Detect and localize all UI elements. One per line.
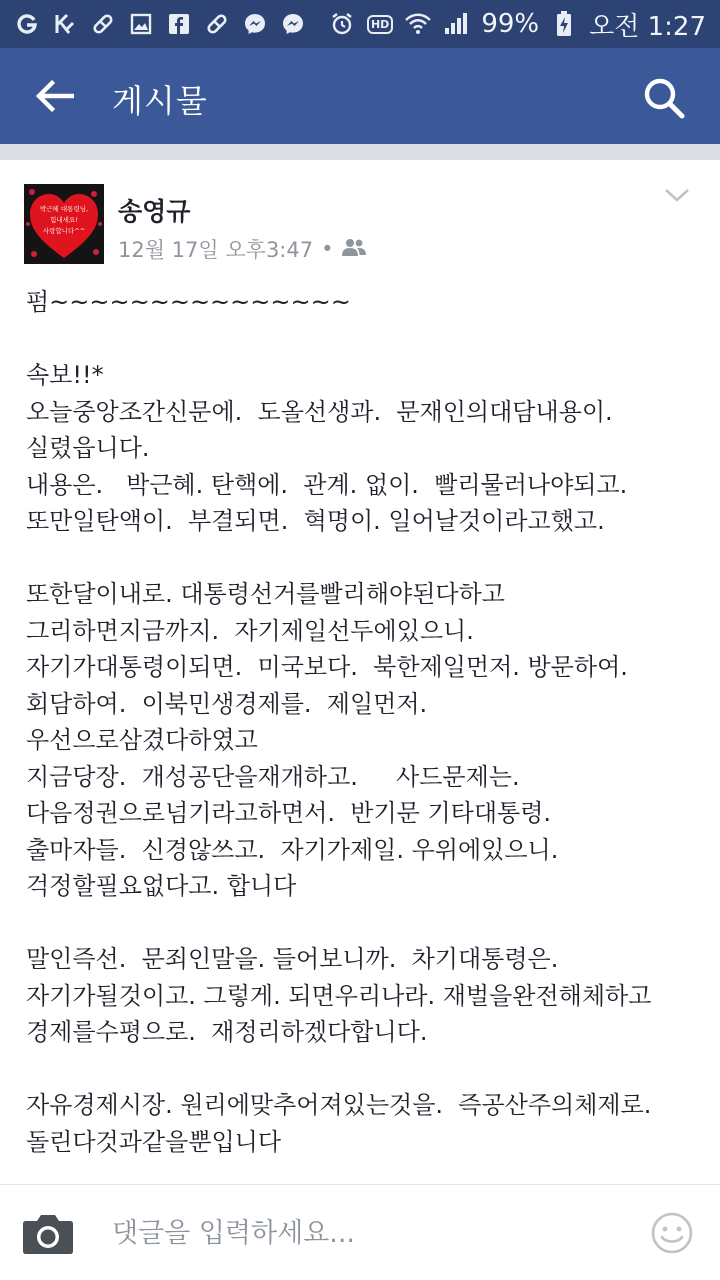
post-line: 걱정할필요없다고. 합니다 bbox=[26, 872, 297, 900]
post-line: 말인즉선. 문죄인말을. 들어보니까. 차기대통령은. bbox=[26, 945, 559, 973]
alarm-icon bbox=[329, 11, 355, 37]
avatar-text: 힘내세요! bbox=[50, 216, 78, 224]
image-icon bbox=[128, 11, 154, 37]
comment-input[interactable] bbox=[112, 1209, 612, 1257]
post-line: 내용은. 박근혜. 탄핵에. 관계. 없이. 빨리물러나야되고. bbox=[26, 470, 628, 499]
friends-icon[interactable] bbox=[342, 237, 366, 262]
author-name[interactable]: 송영규 bbox=[118, 197, 191, 226]
pill-icon bbox=[204, 11, 230, 37]
camera-icon bbox=[22, 1211, 74, 1255]
camera-button[interactable] bbox=[22, 1211, 74, 1255]
app-bar bbox=[0, 48, 720, 144]
post-line: 실렸읍니다. bbox=[26, 434, 150, 462]
page-title: 게시물 bbox=[112, 82, 208, 120]
back-arrow-icon bbox=[34, 80, 74, 112]
search-button[interactable] bbox=[638, 72, 690, 124]
meta-separator: • bbox=[321, 237, 334, 261]
post-options-button[interactable] bbox=[662, 184, 692, 208]
post-line: 돌린다것과같을뿐입니다 bbox=[26, 1127, 282, 1156]
status-bar bbox=[0, 0, 720, 48]
emoji-button[interactable] bbox=[650, 1211, 694, 1255]
post-line: 속보!!* bbox=[26, 361, 104, 389]
divider bbox=[0, 144, 720, 160]
wifi-icon bbox=[405, 11, 431, 37]
post-meta bbox=[118, 234, 366, 264]
post-line: 오늘중앙조간신문에. 도올선생과. 문재인의대담내용이. bbox=[26, 397, 613, 426]
k-icon bbox=[52, 11, 78, 37]
post-line: 우선으로삼겼다하였고 bbox=[26, 726, 258, 754]
post-line: 또만일탄액이. 부결되면. 혁명이. 일어날것이라고했고. bbox=[26, 507, 605, 535]
post-line: 회담하여. 이북민생경제를. 제일먼저. bbox=[26, 689, 428, 718]
search-icon bbox=[642, 76, 686, 120]
post-line: 출마자들. 신경않쓰고. 자기가제일. 우위에있으니. bbox=[26, 835, 559, 864]
pill-icon bbox=[90, 11, 116, 37]
clock: 오전 1:27 bbox=[589, 11, 706, 42]
post-line: 자기가될것이고. 그렇게. 되면우리나라. 재벌을완전해체하고 bbox=[26, 981, 652, 1010]
system-icons bbox=[329, 6, 706, 43]
battery-charging-icon bbox=[551, 11, 577, 37]
post-line: 또한달이내로. 대통령선거를빨리해야된다하고 bbox=[26, 580, 505, 608]
facebook-icon bbox=[166, 11, 192, 37]
post-line bbox=[26, 321, 706, 358]
comment-bar bbox=[0, 1184, 720, 1280]
post-line bbox=[26, 1051, 706, 1088]
battery-percent: 99% bbox=[481, 9, 540, 39]
post-line: 그리하면지금까지. 자기제일선두에있으니. bbox=[26, 616, 474, 645]
avatar-text: 사랑합니다^^ bbox=[42, 227, 86, 235]
post-timestamp[interactable]: 12월 17일 오후3:47 bbox=[118, 238, 314, 262]
signal-icon bbox=[443, 11, 469, 37]
back-button[interactable] bbox=[26, 72, 82, 120]
smiley-icon bbox=[650, 1211, 694, 1255]
post-line bbox=[26, 540, 706, 577]
avatar-text: 박근혜 대통령님, bbox=[39, 205, 89, 213]
messenger-icon bbox=[242, 11, 268, 37]
messenger-icon bbox=[280, 11, 306, 37]
post-line: 자기가대통령이되면. 미국보다. 북한제일먼저. 방문하여. bbox=[26, 653, 628, 681]
post-line: 자유경제시장. 원리에맞추어져있는것을. 즉공산주의체제로. bbox=[26, 1091, 652, 1119]
post-line: 지금당장. 개성공단을재개하고. 사드문제는. bbox=[26, 762, 520, 791]
post-line: 경제를수평으로. 재정리하겠다합니다. bbox=[26, 1018, 428, 1046]
post-line: 다음정권으로넘기라고하면서. 반기문 기타대통령. bbox=[26, 799, 552, 827]
post-text bbox=[26, 284, 706, 1160]
avatar[interactable] bbox=[24, 184, 104, 264]
notification-icons bbox=[14, 11, 306, 37]
chevron-down-icon bbox=[662, 184, 692, 206]
post-line: 펌~~~~~~~~~~~~~~~ bbox=[26, 288, 351, 316]
g-icon bbox=[14, 11, 40, 37]
hd-voice-icon: HD bbox=[367, 15, 393, 34]
post-line bbox=[26, 905, 706, 942]
